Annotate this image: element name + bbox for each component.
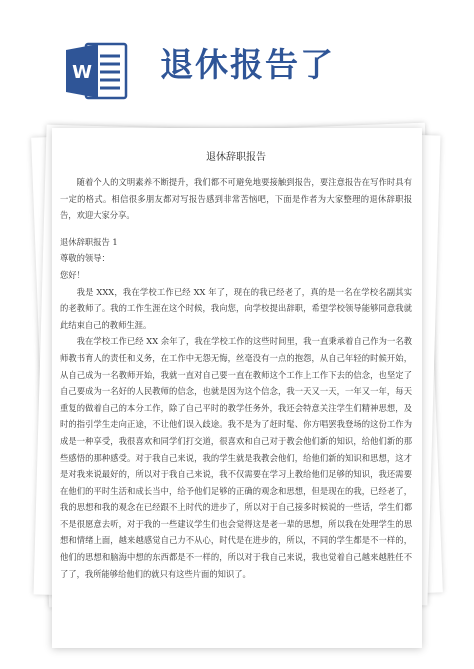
page-header	[0, 0, 474, 130]
page-title: 退休报告了	[160, 45, 335, 84]
body-paragraph: 我是 XXX，我在学校工作已经 XX 年了，现在的我已经老了，真的是一名在学校名副其实的老教师了。我的工作生涯在这个时候，我向您，向学校提出辞职，希望学校领导能够同意我就此结束自己的教师生涯。	[60, 286, 412, 330]
greeting: 您好！	[60, 269, 85, 280]
svg-text:W: W	[72, 62, 92, 83]
salutation: 尊敬的领导：	[60, 253, 110, 264]
word-document-icon	[64, 40, 130, 102]
document-body	[60, 150, 412, 582]
document-title: 退休辞职报告	[206, 152, 266, 163]
body-paragraph: 我在学校工作已经 XX 余年了，我在学校工作的这些时间里，我一直秉承着自己作为一名教师教书育人的责任和义务，在工作中无怨无悔，丝毫没有一点的抱怨，从自己年轻的时候开始，从自己成为一名教师开始，我就一直对自己要一直在教师这个工作上工作下去的信念，也坚定了自己要成为一名好的人民教师的信念，也就是因为这个信念，我一天又一天，一年又一年，每天重复的做着自己的本分工作，除了自己平时的教学任务外，我还会特意关注学生们精神思想，及时的指引学生走向正途，不让他们误入歧途。我不是为了赶时髦、你方唱罢我登场的这份工作为成是一种享受，我很喜欢和同学们打交道，很喜欢和自己对于教会他们新的知识，给他们新的那些感悟的那种感受。对于我自己来说，我的学生就是我教会他们，给他们新的知识和思想，这才是对我来说最好的，所以对于我自己来说，我不仅需要在学习上教给他们足够的知识，我还需要在他们的平时生活和成长当中，给予他们足够的正确的观念和思想，但是现在的我，已经老了，我的思想和我的观念在已经跟不上时代的进步了，所以对于自己接多时候说的一些话，学生们都不是很愿意去听，对于我的一些建议学生们也会觉得这是老一辈的思想，所以我在处理学生的思想和情绪上面，越来越感觉自己力不从心，时代是在进步的，所以，不同的学生都是不一样的，他们的思想和脑海中想的东西都是不一样的，所以对于我自己来说，我也觉着自己越来越胜任不了了，我所能够给他们的就只有这些片面的知识了。	[60, 336, 412, 579]
intro-paragraph: 随着个人的文明素养不断提升，我们都不可避免地要接触到报告，要注意报告在写作时具有一定的格式。相信很多朋友都对写报告感到非常苦恼吧，下面是作者为大家整理的退休辞职报告，欢迎大家分享。	[60, 177, 412, 221]
section-heading: 退休辞职报告 1	[60, 236, 118, 247]
spacer	[60, 224, 412, 234]
